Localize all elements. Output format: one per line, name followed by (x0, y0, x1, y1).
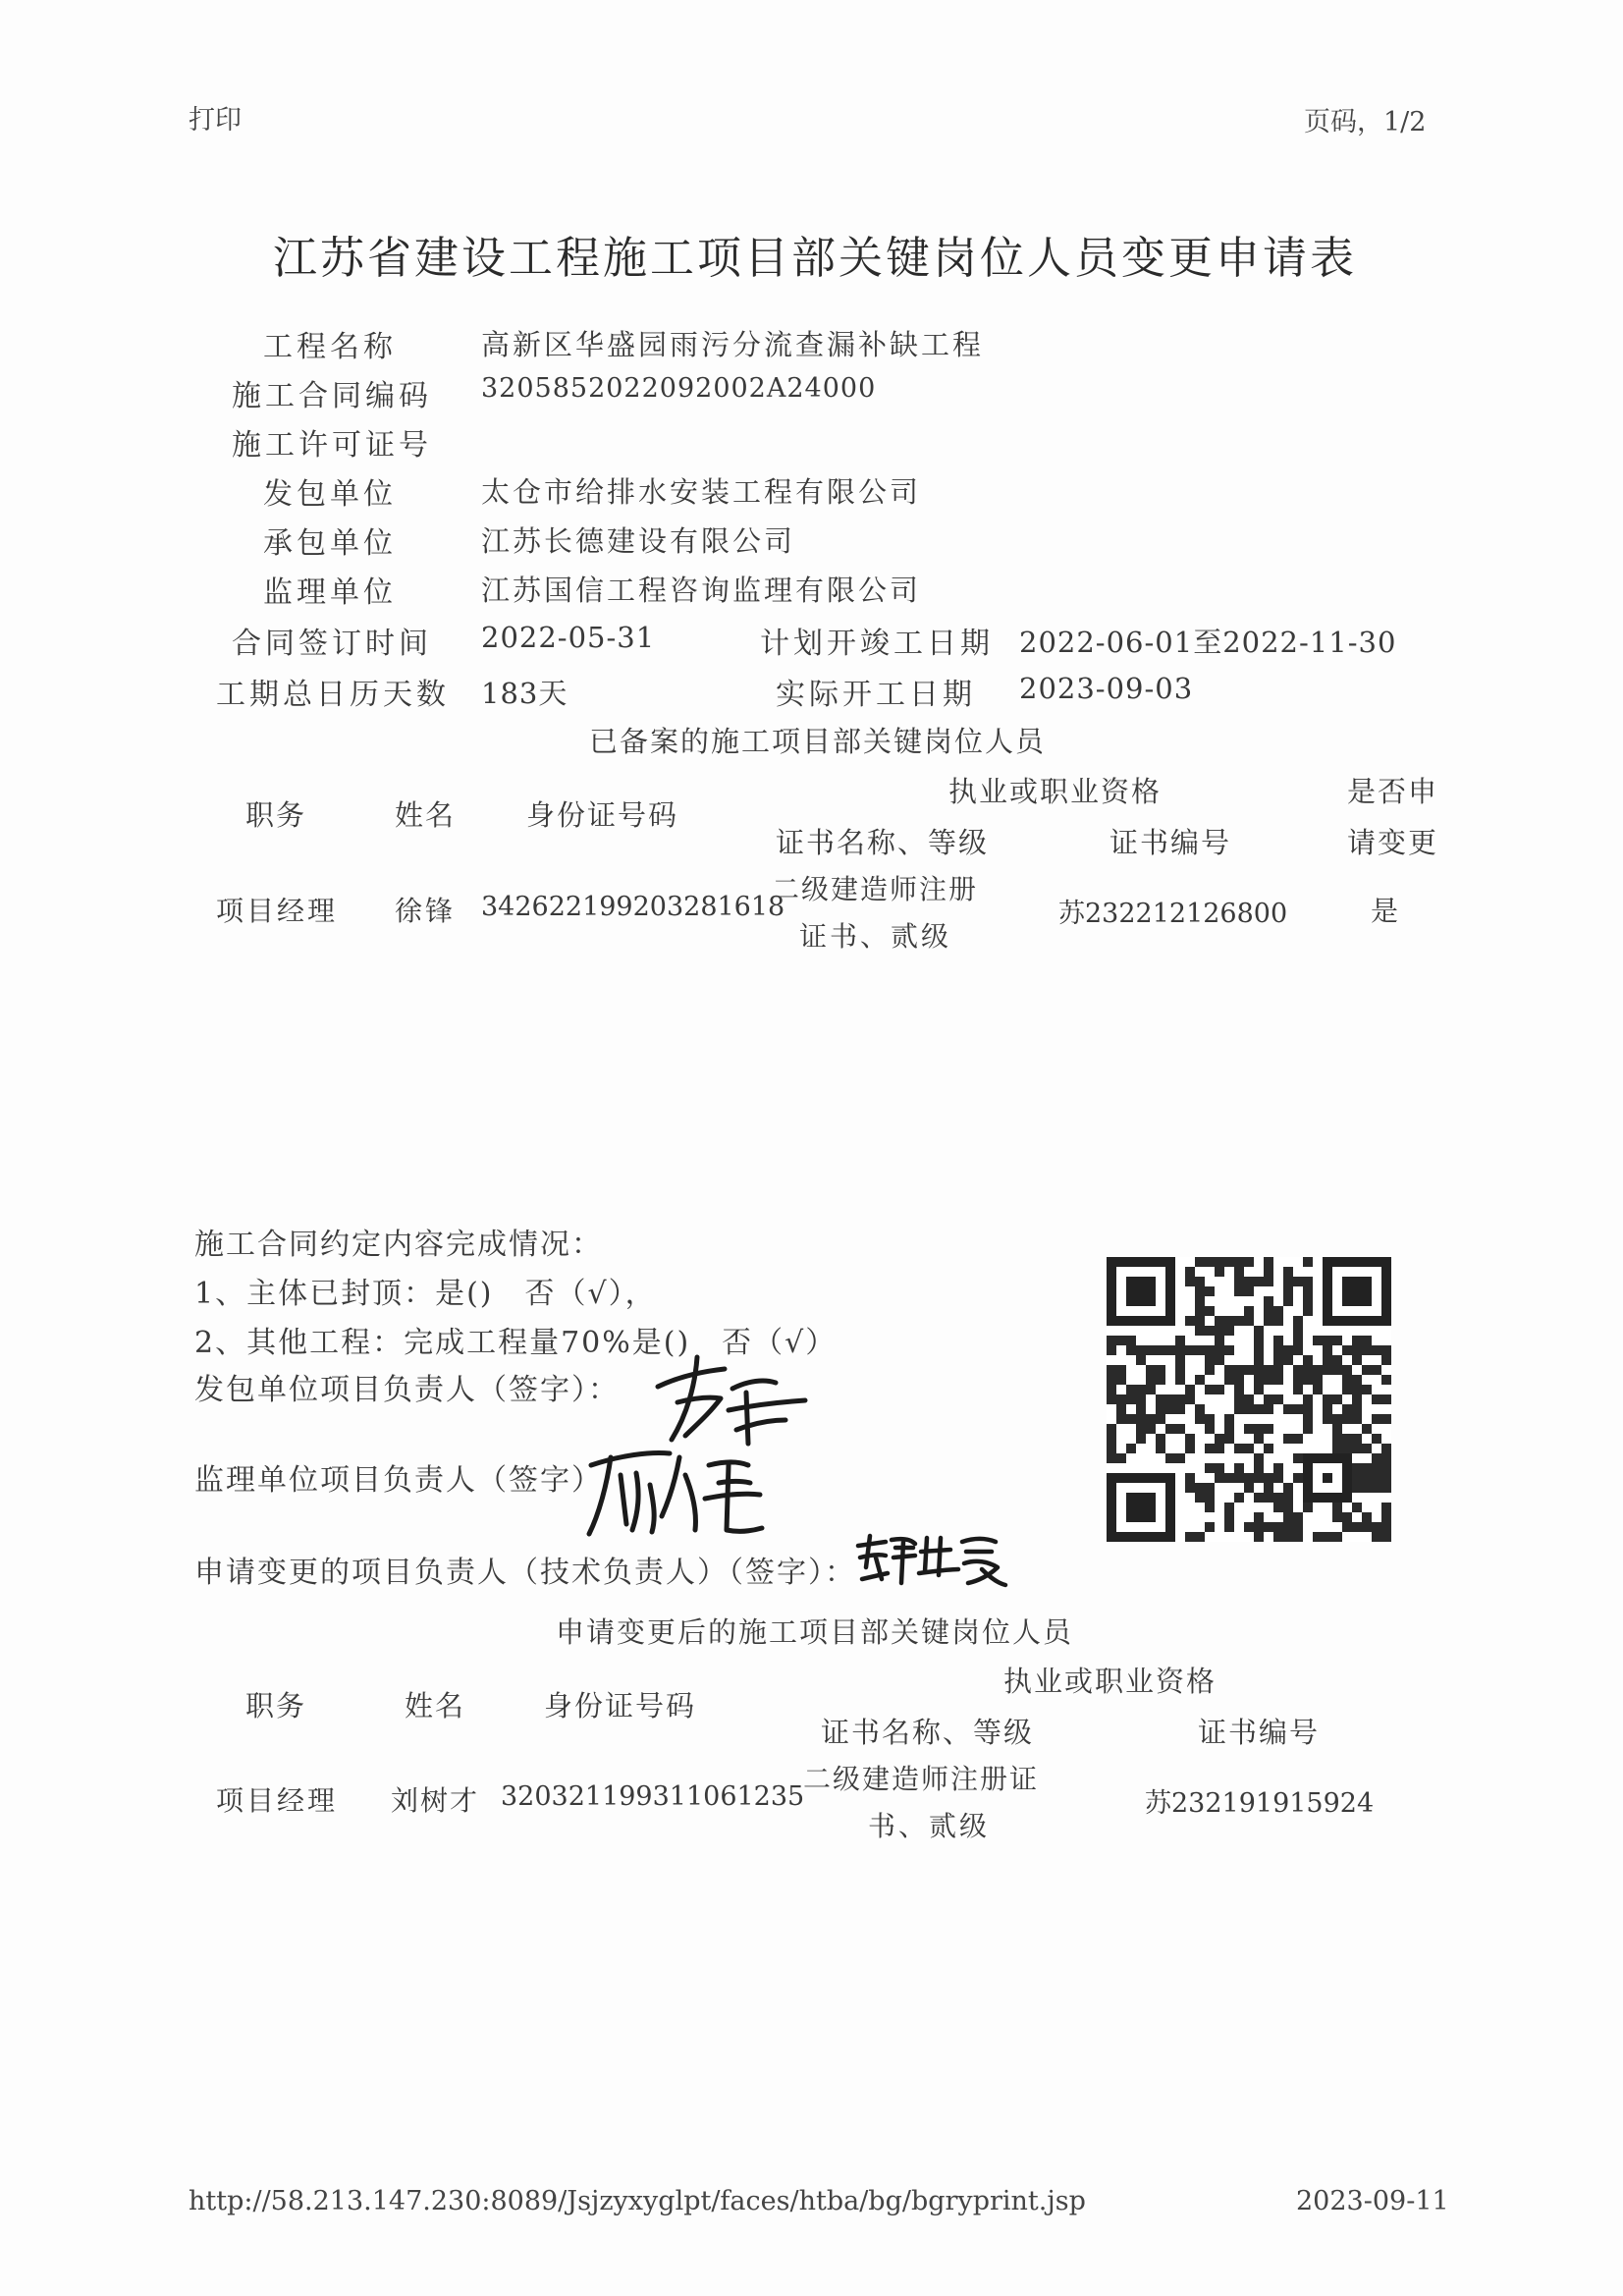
page-title: 江苏省建设工程施工项目部关键岗位人员变更申请表 (273, 232, 1358, 284)
actual-start-label: 实际开工日期 (776, 678, 976, 712)
total-days: 183天 (481, 677, 568, 710)
after-col-qualification: 执业或职业资格 (1003, 1665, 1217, 1698)
employer-label: 发包单位 (263, 477, 397, 512)
contractor-label: 承包单位 (263, 526, 397, 561)
supervisor-label: 监理单位 (263, 575, 397, 610)
print-label: 打印 (189, 105, 242, 136)
project-name-label: 工程名称 (263, 330, 397, 364)
project-name: 高新区华盛园雨污分流查漏补缺工程 (481, 328, 985, 361)
plan-period: 2022-06-01至2022-11-30 (1019, 626, 1397, 659)
after-row-id: 320321199311061235 (501, 1781, 805, 1812)
row-id: 342622199203281618 (481, 892, 785, 922)
employer-value: 太仓市给排水安装工程有限公司 (481, 475, 922, 509)
row-cert-no: 苏232212126800 (1058, 899, 1288, 929)
sign-date-label: 合同签订时间 (232, 627, 432, 661)
applicant-signature (852, 1528, 1009, 1593)
footer-date: 2023-09-11 (1296, 2186, 1449, 2216)
contract-code-label: 施工合同编码 (232, 379, 432, 413)
completion-item-2: 2、其他工程：完成工程量70%是() 否（√） (194, 1326, 838, 1360)
after-col-cert-no: 证书编号 (1198, 1716, 1321, 1749)
supervisor-sign-label: 监理单位项目负责人（签字） (194, 1463, 603, 1498)
completion-heading: 施工合同约定内容完成情况： (194, 1228, 603, 1262)
contractor-value: 江苏长德建设有限公司 (481, 524, 796, 558)
col-change-line2: 请变更 (1347, 826, 1439, 859)
after-col-position: 职务 (245, 1689, 307, 1722)
footer-url: http://58.213.147.230:8089/Jsjzyxyglpt/faces/htba/bg/bgryprint.jsp (189, 2186, 1086, 2216)
after-row-name: 刘树才 (391, 1784, 480, 1817)
after-col-cert-name: 证书名称、等级 (821, 1716, 1035, 1749)
actual-start: 2023-09-03 (1019, 672, 1194, 705)
after-col-name: 姓名 (405, 1689, 466, 1722)
row-cert-name-1: 二级建造师注册 (772, 873, 979, 905)
col-qualification: 执业或职业资格 (948, 775, 1163, 808)
permit-label: 施工许可证号 (232, 428, 432, 463)
col-name: 姓名 (395, 798, 457, 832)
row-change: 是 (1371, 895, 1399, 927)
after-caption: 申请变更后的施工项目部关键岗位人员 (556, 1615, 1074, 1649)
row-name: 徐锋 (395, 895, 457, 927)
total-days-label: 工期总日历天数 (216, 678, 450, 712)
supervisor-value: 江苏国信工程咨询监理有限公司 (481, 574, 922, 607)
plan-period-label: 计划开竣工日期 (760, 627, 994, 661)
after-row-position: 项目经理 (216, 1784, 339, 1817)
after-row-cert-name-1: 二级建造师注册证 (803, 1763, 1040, 1795)
after-col-id: 身份证号码 (544, 1689, 697, 1722)
col-change-line1: 是否申 (1347, 775, 1439, 808)
after-row-cert-name-2: 书、贰级 (868, 1810, 991, 1842)
col-id: 身份证号码 (526, 798, 679, 832)
employer-sign-label: 发包单位项目负责人（签字）： (194, 1373, 620, 1407)
supervisor-signature (581, 1436, 768, 1544)
col-position: 职务 (245, 798, 307, 832)
col-cert-name: 证书名称、等级 (776, 826, 990, 859)
after-row-cert-no: 苏232191915924 (1145, 1788, 1375, 1819)
row-position: 项目经理 (216, 895, 339, 927)
row-cert-name-2: 证书、贰级 (799, 920, 952, 953)
applicant-sign-label: 申请变更的项目负责人（技术负责人）（签字）： (194, 1556, 856, 1590)
contract-code: 3205852022092002A24000 (481, 373, 877, 404)
sign-date: 2022-05-31 (481, 621, 656, 654)
completion-item-1: 1、主体已封顶：是() 否（√）， (194, 1277, 657, 1311)
filed-caption: 已备案的施工项目部关键岗位人员 (589, 725, 1047, 758)
qr-code-icon (1107, 1257, 1391, 1542)
col-cert-no: 证书编号 (1109, 826, 1232, 859)
page-number: 页码，1/2 (1304, 107, 1427, 137)
